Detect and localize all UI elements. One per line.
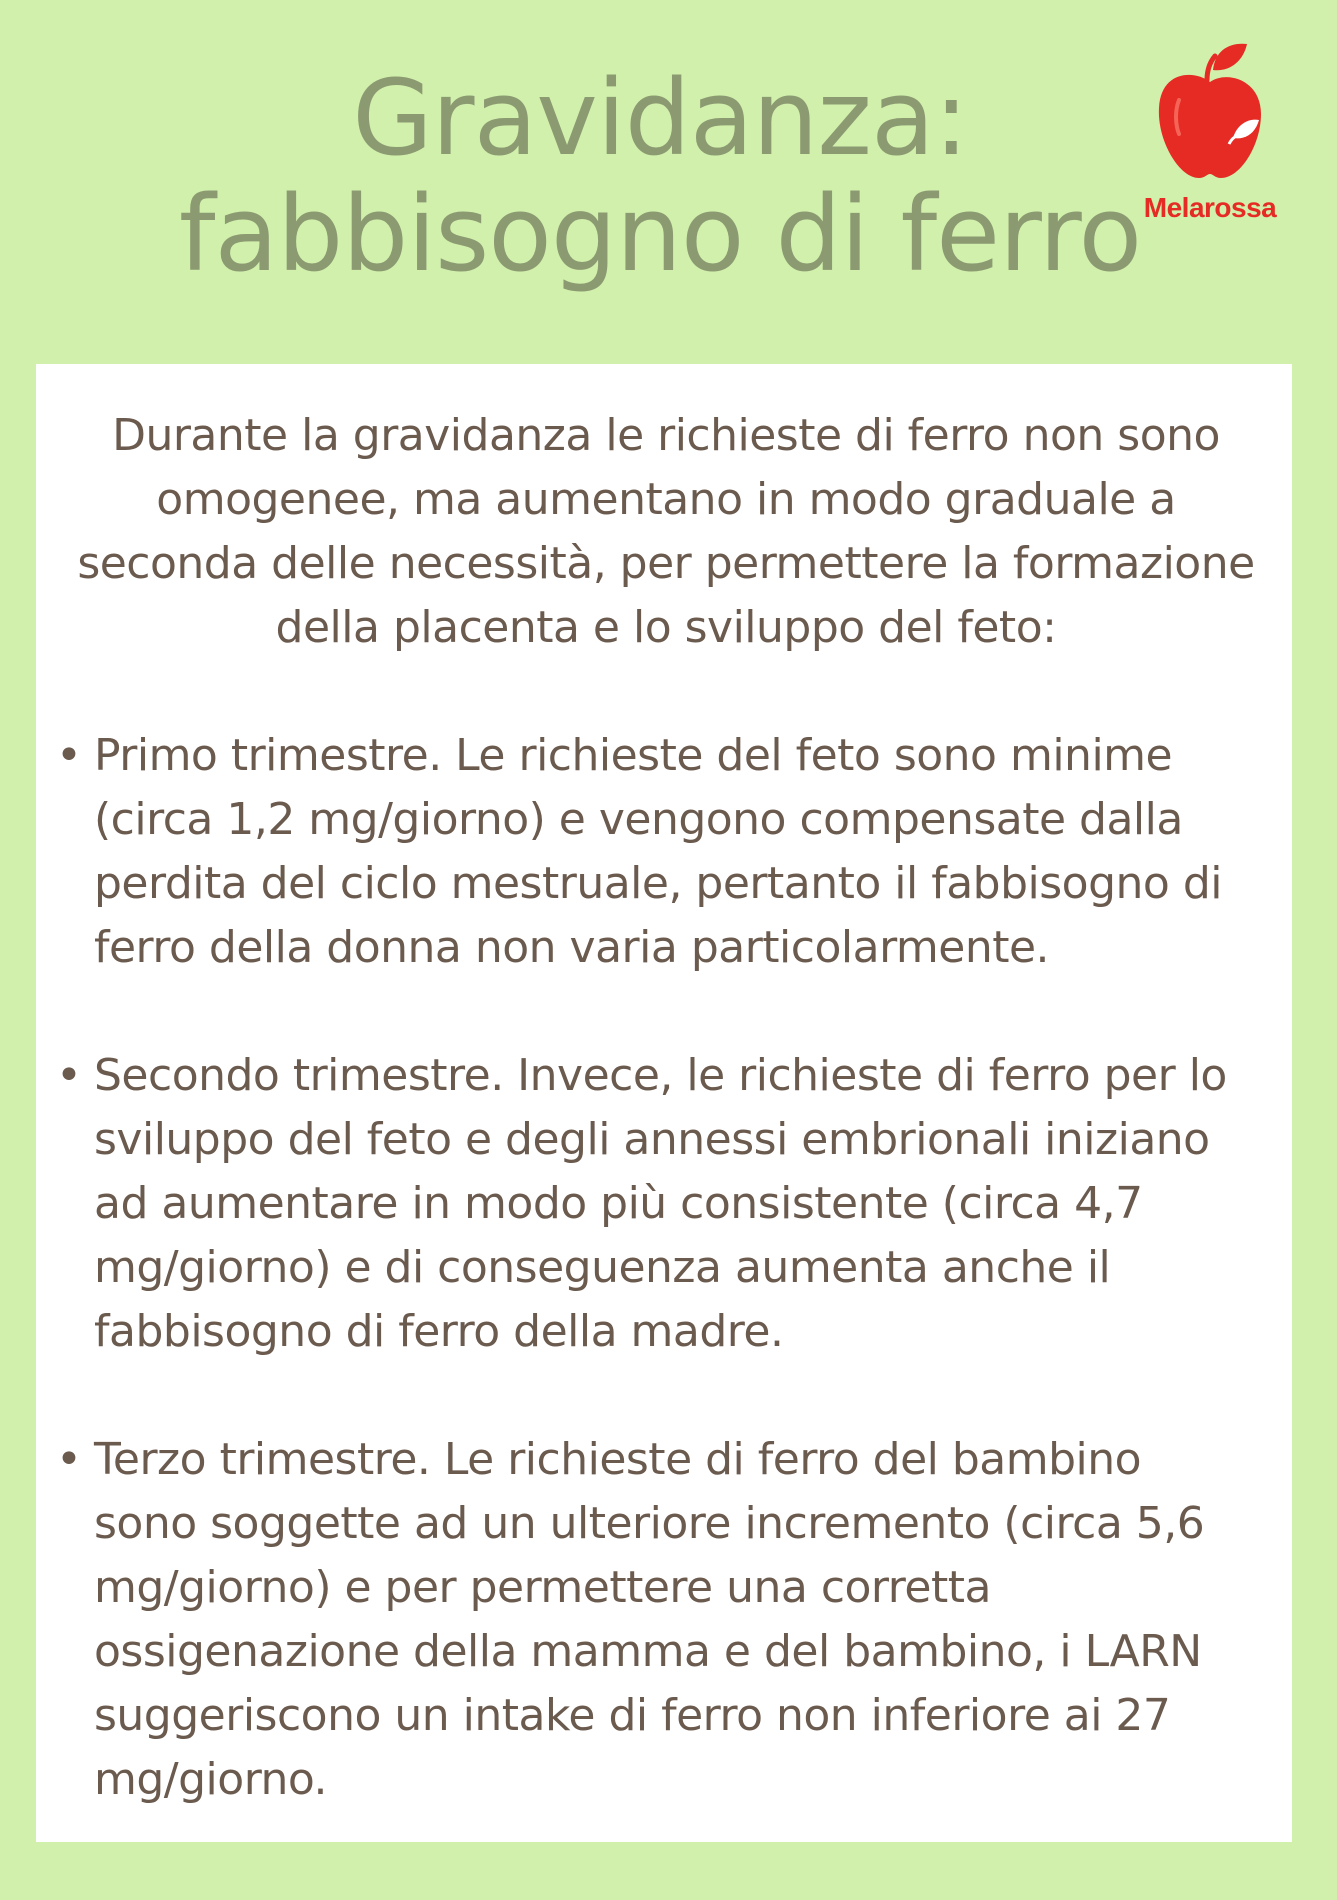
bullet-text: Secondo trimestre. Invece, le richieste di ferro per lo sviluppo del feto e degli annessi embrionali iniziano ad aumentare in modo più consistente (circa 4,7 mg/giorno) e di conseguenza aumenta anche il fabbisogno di ferro della madre. bbox=[94, 1050, 1227, 1357]
content-card bbox=[36, 364, 1292, 1842]
apple-icon bbox=[1155, 40, 1265, 185]
title-line-2: fabbisogno di ferro bbox=[178, 173, 1142, 295]
brand-logo bbox=[1120, 40, 1300, 230]
list-item-third-trimester bbox=[56, 1428, 1246, 1812]
page-title bbox=[170, 57, 1150, 295]
bullet-text: Terzo trimestre. Le richieste di ferro del bambino sono soggette ad un ulteriore incremento (circa 5,6 mg/giorno) e per permettere una corretta ossigenazione della mamma e del bambino, i LARN suggeriscono un intake di ferro non inferiore ai 27 mg/giorno. bbox=[94, 1434, 1205, 1805]
bullet-dot: • bbox=[56, 730, 82, 781]
list-item-first-trimester bbox=[56, 724, 1246, 980]
bullet-text: Primo trimestre. Le richieste del feto sono minime (circa 1,2 mg/giorno) e vengono compensate dalla perdita del ciclo mestruale, pertanto il fabbisogno di ferro della donna non varia particolarmente. bbox=[94, 730, 1222, 973]
bullet-dot: • bbox=[56, 1050, 82, 1101]
title-line-1: Gravidanza: bbox=[352, 57, 968, 179]
list-item-second-trimester bbox=[56, 1044, 1246, 1364]
brand-name: Melarossa bbox=[1143, 192, 1277, 223]
bullet-dot: • bbox=[56, 1434, 82, 1485]
intro-paragraph: Durante la gravidanza le richieste di ferro non sono omogenee, ma aumentano in modo graduale a seconda delle necessità, per permettere la formazione della placenta e lo sviluppo del feto: bbox=[77, 410, 1255, 653]
